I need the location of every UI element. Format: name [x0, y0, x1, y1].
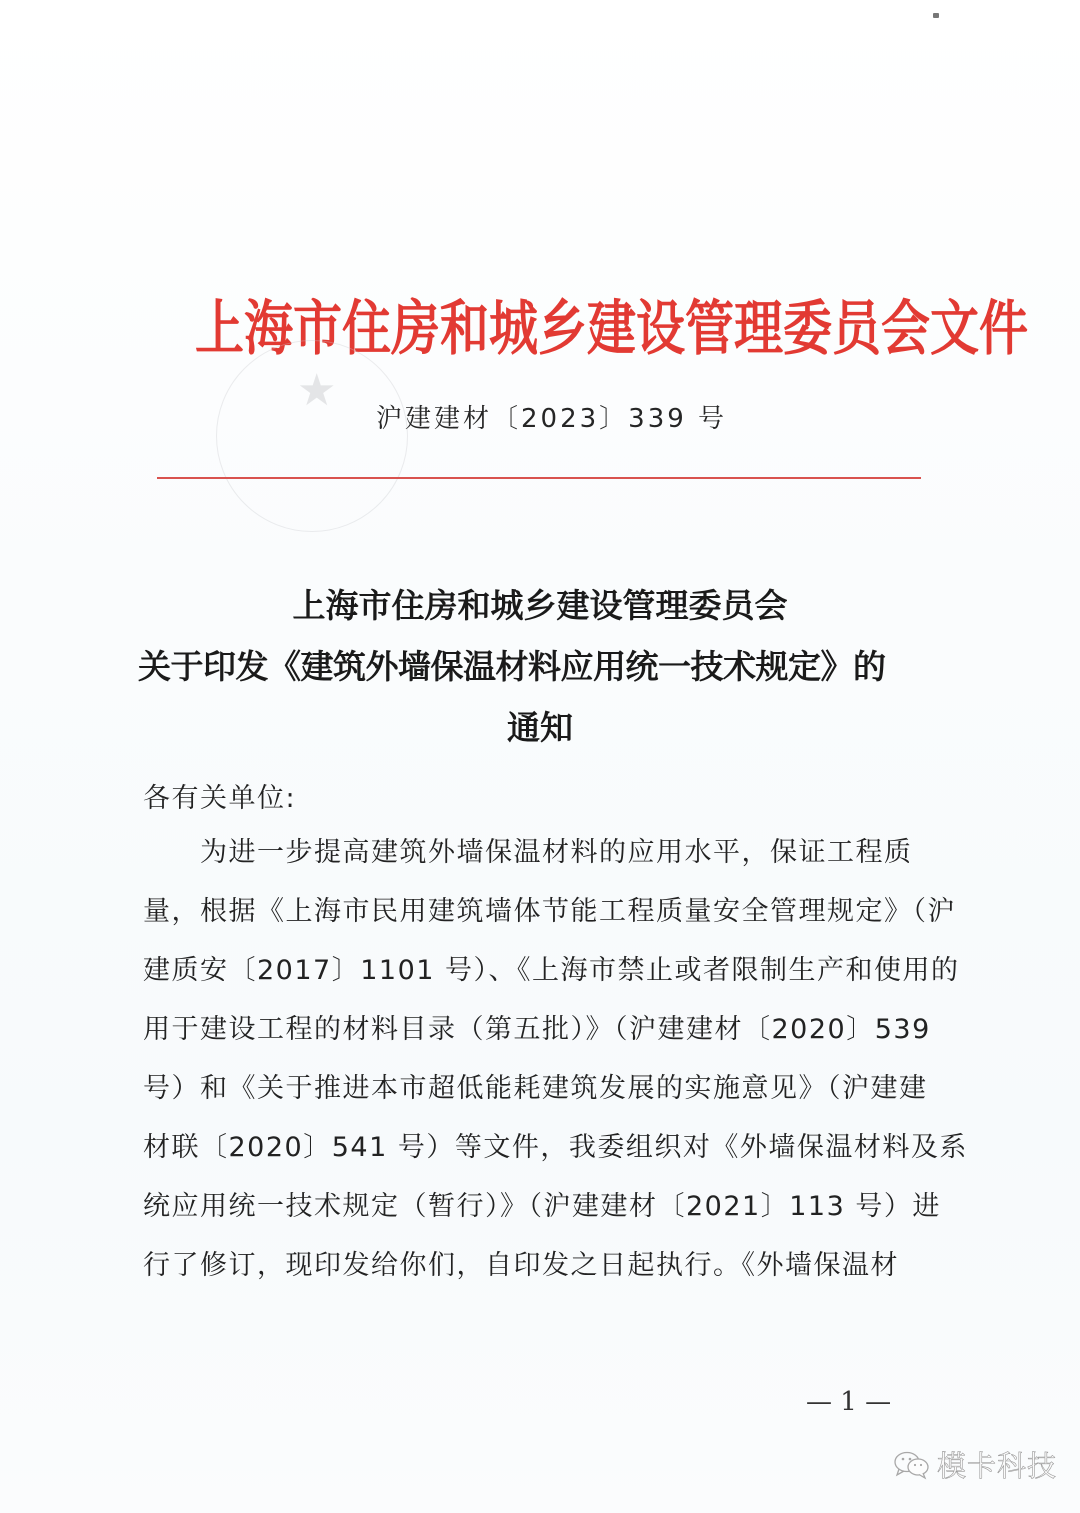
watermark-text: 模卡科技 — [937, 1449, 1058, 1483]
body-line: 统应用统一技术规定（暂行）》（沪建建材〔2021〕113 号）进 — [143, 1191, 941, 1222]
document-number: 沪建建材〔2023〕339 号 — [376, 404, 728, 434]
page-number: — 1 — — [806, 1387, 892, 1417]
star-icon: ★ — [297, 365, 337, 416]
salutation: 各有关单位: — [143, 783, 297, 814]
body-line: 材联〔2020〕541 号）等文件，我委组织对《外墙保温材料及系 — [143, 1132, 968, 1163]
body-line: 为进一步提高建筑外墙保温材料的应用水平，保证工程质 — [143, 837, 913, 868]
document-title-line-2: 关于印发《建筑外墙保温材料应用统一技术规定》的 — [138, 647, 886, 686]
body-line: 号）和《关于推进本市超低能耗建筑发展的实施意见》（沪建建 — [143, 1073, 928, 1104]
body-line: 行了修订，现印发给你们，自印发之日起执行。《外墙保温材 — [143, 1250, 899, 1281]
red-divider — [157, 477, 921, 479]
scan-speck — [933, 13, 939, 18]
wechat-icon — [893, 1450, 931, 1480]
body-line: 建质安〔2017〕1101 号）、《上海市禁止或者限制生产和使用的 — [143, 955, 960, 986]
body-line: 量，根据《上海市民用建筑墙体节能工程质量安全管理规定》（沪 — [143, 896, 956, 927]
watermark — [893, 1444, 1057, 1485]
document-title-line-1: 上海市住房和城乡建设管理委员会 — [292, 586, 788, 625]
document-title-line-3: 通知 — [507, 708, 573, 747]
body-line: 用于建设工程的材料目录（第五批）》（沪建建材〔2020〕539 — [143, 1014, 931, 1045]
issuing-authority-header: 上海市住房和城乡建设管理委员会文件 — [195, 292, 1029, 364]
